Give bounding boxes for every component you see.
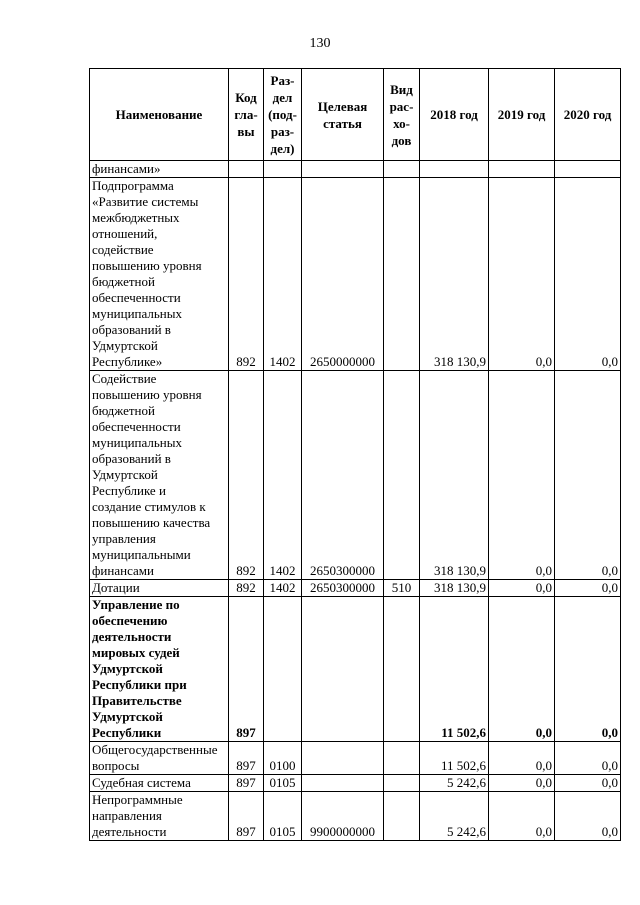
cell-section: 1402 [264,580,302,597]
cell-section [264,161,302,178]
cell-expense-type [384,161,420,178]
header-2019: 2019 год [489,69,555,161]
table-row [90,580,621,597]
cell-2020: 0,0 [555,371,621,580]
header-expense-type: Вид рас- хо- дов [384,69,420,161]
cell-code: 897 [229,742,264,775]
budget-table [89,68,621,841]
header-target: Целевая статья [302,69,384,161]
cell-code: 897 [229,775,264,792]
cell-section: 0105 [264,775,302,792]
cell-target: 9900000000 [302,792,384,841]
cell-2020: 0,0 [555,597,621,742]
table-row [90,178,621,371]
cell-2020: 0,0 [555,742,621,775]
cell-2018: 5 242,6 [420,792,489,841]
cell-expense-type [384,775,420,792]
cell-name: Общегосударственные вопросы [90,742,229,775]
header-name: Наименование [90,69,229,161]
cell-section [264,597,302,742]
cell-section: 0105 [264,792,302,841]
cell-name: Содействие повышению уровня бюджетной обеспеченности муниципальных образований в Удмуртской Республике и создание стимулов к повышению качества управления муниципальными финансами [90,371,229,580]
cell-code: 892 [229,178,264,371]
page-number: 130 [309,36,331,51]
cell-2020: 0,0 [555,580,621,597]
cell-target: 2650300000 [302,580,384,597]
cell-2018: 5 242,6 [420,775,489,792]
cell-name: финансами» [90,161,229,178]
table-row [90,775,621,792]
header-code: Код гла- вы [229,69,264,161]
cell-code: 897 [229,792,264,841]
cell-2019: 0,0 [489,580,555,597]
table-row [90,161,621,178]
cell-section: 1402 [264,178,302,371]
cell-name: Управление по обеспечению деятельности мировых судей Удмуртской Республики при Правительстве Удмуртской Республики [90,597,229,742]
table-row [90,742,621,775]
cell-2020: 0,0 [555,792,621,841]
cell-2018: 11 502,6 [420,597,489,742]
cell-section: 1402 [264,371,302,580]
cell-2018: 318 130,9 [420,580,489,597]
cell-expense-type: 510 [384,580,420,597]
cell-target [302,597,384,742]
cell-section: 0100 [264,742,302,775]
table-row [90,792,621,841]
header-section: Раз- дел (под- раз- дел) [264,69,302,161]
header-2020: 2020 год [555,69,621,161]
cell-2019: 0,0 [489,775,555,792]
header-row [90,69,621,161]
table-body [90,161,621,841]
cell-expense-type [384,371,420,580]
cell-code [229,161,264,178]
cell-code: 892 [229,580,264,597]
cell-2018: 318 130,9 [420,371,489,580]
cell-2019: 0,0 [489,742,555,775]
cell-target [302,161,384,178]
cell-2019 [489,161,555,178]
cell-target: 2650000000 [302,178,384,371]
table-row [90,371,621,580]
cell-name: Дотации [90,580,229,597]
cell-2019: 0,0 [489,597,555,742]
cell-name: Непрограммные направления деятельности [90,792,229,841]
header-2018: 2018 год [420,69,489,161]
cell-2018 [420,161,489,178]
table-row [90,597,621,742]
cell-2018: 11 502,6 [420,742,489,775]
cell-2019: 0,0 [489,178,555,371]
cell-expense-type [384,178,420,371]
cell-2019: 0,0 [489,371,555,580]
cell-2020: 0,0 [555,178,621,371]
cell-target [302,775,384,792]
cell-2020: 0,0 [555,775,621,792]
cell-target: 2650300000 [302,371,384,580]
cell-code: 897 [229,597,264,742]
cell-target [302,742,384,775]
cell-expense-type [384,597,420,742]
cell-expense-type [384,742,420,775]
cell-code: 892 [229,371,264,580]
cell-2020 [555,161,621,178]
cell-name: Судебная система [90,775,229,792]
cell-name: Подпрограмма «Развитие системы межбюджетных отношений, содействие повышению уровня бюджетной обеспеченности муниципальных образований в Удмуртской Республике» [90,178,229,371]
cell-2019: 0,0 [489,792,555,841]
cell-expense-type [384,792,420,841]
cell-2018: 318 130,9 [420,178,489,371]
